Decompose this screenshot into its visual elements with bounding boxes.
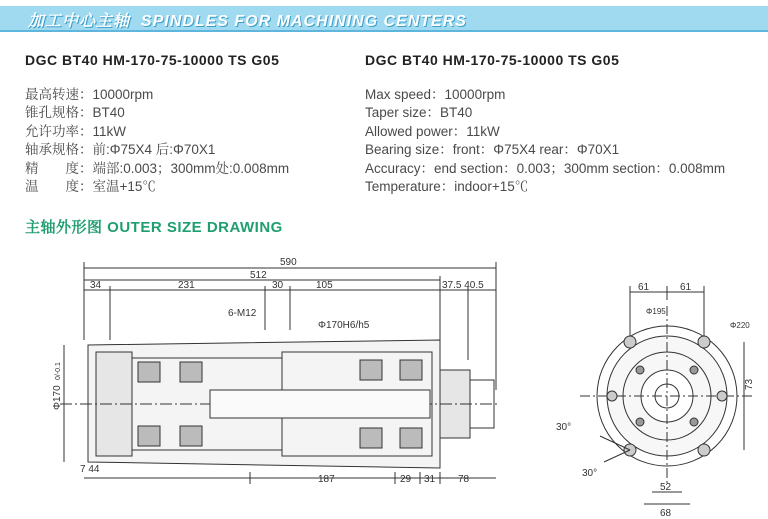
dim-body-diameter: Φ170 <box>52 385 63 410</box>
spec-max-speed-en: Max speed：10000rpm <box>365 87 506 102</box>
dim-52: 52 <box>660 482 672 493</box>
dim-thread: 6-M12 <box>228 308 257 319</box>
spec-list-cn <box>25 86 289 196</box>
spec-temperature-cn: 温 度：室温+15℃ <box>25 179 156 195</box>
side-view-drawing <box>60 262 500 484</box>
dim-total-length: 590 <box>280 257 297 268</box>
spec-bearing-cn: 轴承规格：前:Φ75X4 后:Φ70X1 <box>25 142 216 158</box>
spec-accuracy-cn: 精 度：端部:0.003；300mm处:0.008mm <box>25 160 290 176</box>
spec-temperature-en: Temperature：indoor+15℃ <box>365 179 529 195</box>
dim-78: 78 <box>458 474 470 485</box>
dim-37-40: 37.5 40.5 <box>442 280 484 291</box>
dim-68: 68 <box>660 508 672 519</box>
spec-bearing-en: Bearing size：front：Φ75X4 rear：Φ70X1 <box>365 142 620 158</box>
model-number-cn: DGC BT40 HM-170-75-10000 TS G05 <box>25 52 280 68</box>
dim-105: 105 <box>316 280 333 291</box>
section-title: 主轴外形图 OUTER SIZE DRAWING <box>25 219 283 236</box>
dim-angle-1: 30° <box>556 422 572 433</box>
banner-title-chinese: 加工中心主轴 <box>28 13 131 30</box>
spec-accuracy-en: Accuracy：end section：0.003；300mm section：0.008mm <box>365 160 726 176</box>
dim-195: Φ195 <box>646 307 666 316</box>
dim-61-right: 61 <box>680 282 692 293</box>
spec-power-cn: 允许功率：11kW <box>25 123 127 139</box>
spec-max-speed-cn: 最高转速：10000rpm <box>25 87 154 102</box>
dim-7-44: 7 44 <box>80 464 100 475</box>
spec-taper-en: Taper size：BT40 <box>365 105 473 121</box>
spec-list-en <box>365 86 725 196</box>
dim-tolerance: 0/-0.1 <box>55 362 62 380</box>
end-view-drawing <box>580 286 755 504</box>
spec-power-en: Allowed power：11kW <box>365 123 500 139</box>
dim-61-left: 61 <box>638 282 650 293</box>
dim-34: 34 <box>90 280 102 291</box>
dim-angle-2: 30° <box>582 468 598 479</box>
banner-title <box>28 8 467 31</box>
spec-taper-cn: 锥孔规格：BT40 <box>25 105 125 121</box>
dim-30: 30 <box>272 280 284 291</box>
model-number-en: DGC BT40 HM-170-75-10000 TS G05 <box>365 52 620 68</box>
title-banner <box>0 6 768 32</box>
dim-220: Φ220 <box>730 321 750 330</box>
dim-sub-length: 512 <box>250 270 267 281</box>
dim-bore-diameter: Φ170H6/h5 <box>318 320 370 331</box>
outer-size-drawing <box>0 240 768 519</box>
dim-31: 31 <box>424 474 436 485</box>
dim-73: 73 <box>744 378 755 390</box>
dim-29: 29 <box>400 474 412 485</box>
banner-title-english: SPINDLES FOR MACHINING CENTERS <box>140 13 467 30</box>
dim-187: 187 <box>318 474 335 485</box>
dim-231: 231 <box>178 280 195 291</box>
